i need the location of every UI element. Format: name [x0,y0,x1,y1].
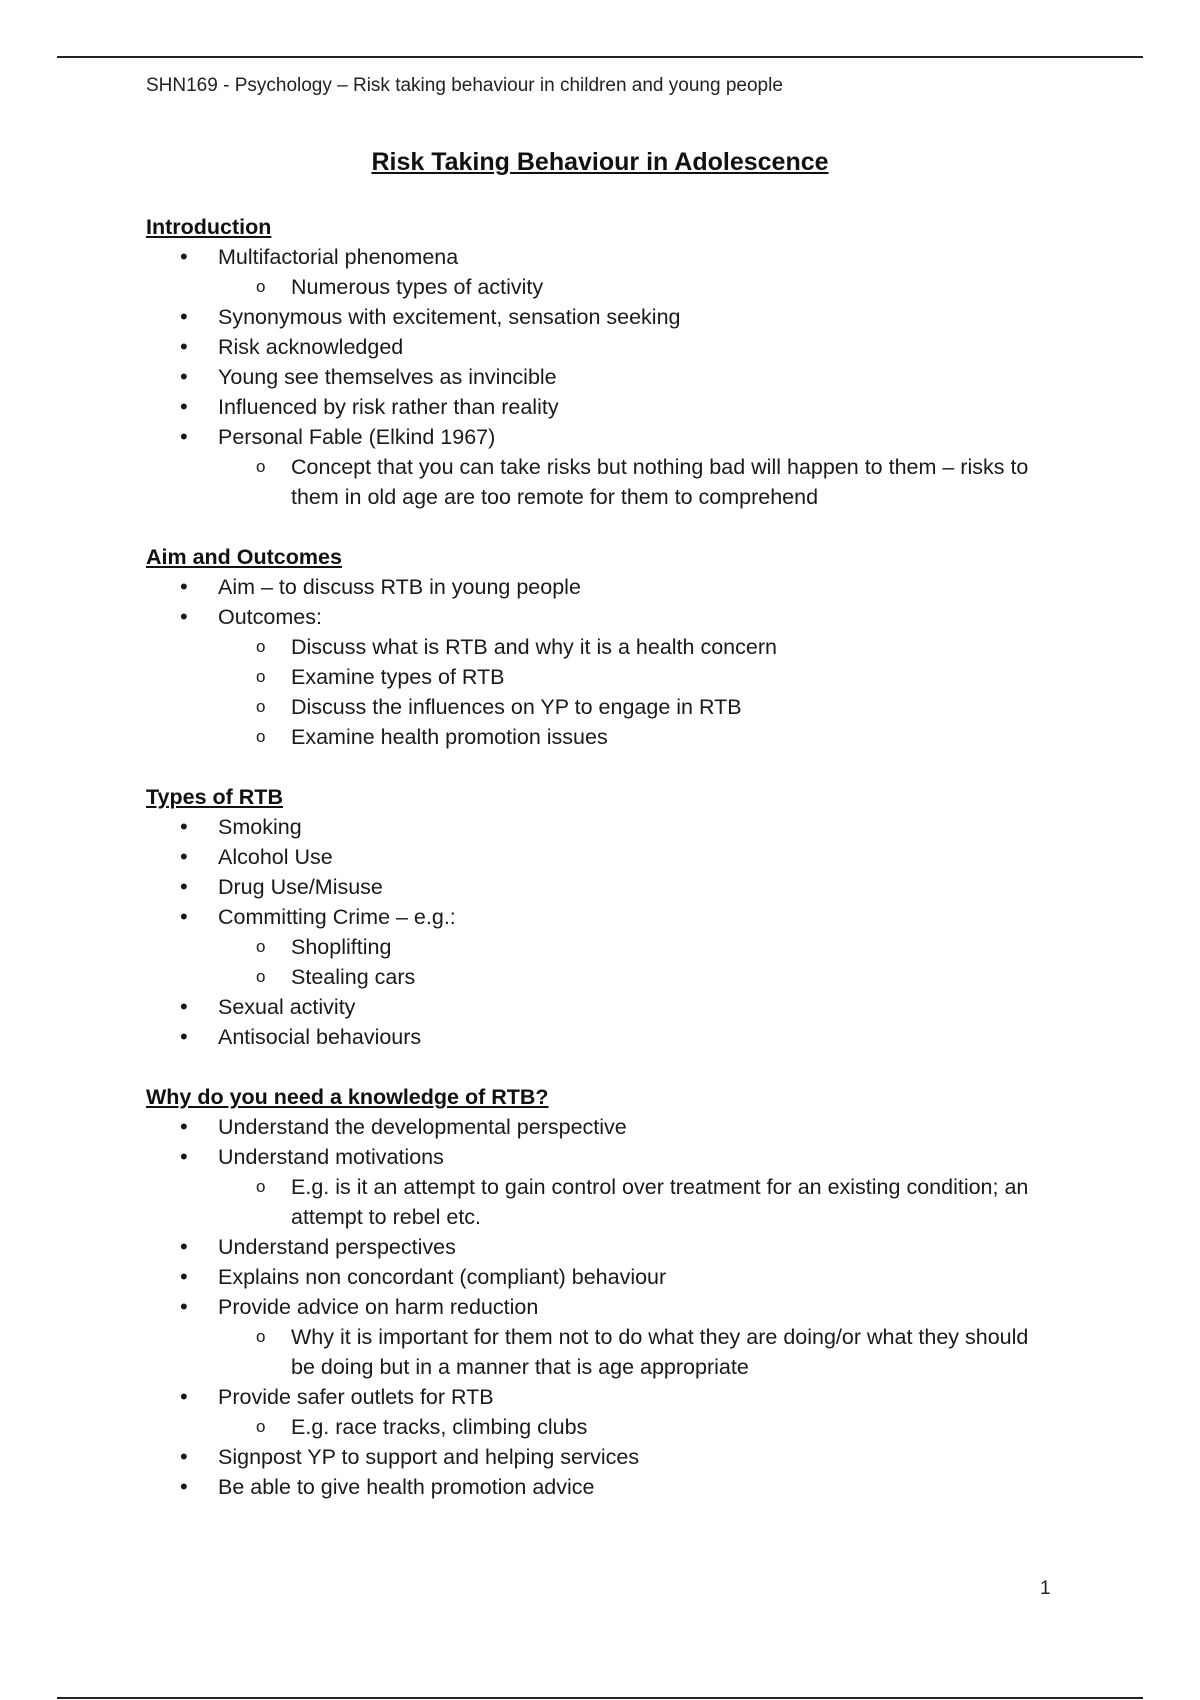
footer-rule [57,1697,1143,1699]
bullet-item [218,1442,1046,1472]
bullet-item [218,1232,1046,1262]
sub-bullet-item: o Stealing cars [291,962,1046,992]
sub-bullet-list [218,1412,1046,1442]
sub-bullet-item: o Numerous types of activity [291,272,1046,302]
sub-bullet-item: o E.g. is it an attempt to gain control over treatment for an existing condition; an attempt to rebel etc. [291,1172,1046,1232]
section [146,212,1046,512]
bullet-item [218,422,1046,512]
bullet-text: Personal Fable (Elkind 1967) [218,425,496,449]
bullet-text: Influenced by risk rather than reality [218,395,559,419]
bullet-item [218,902,1046,992]
bullet-text: Understand perspectives [218,1235,456,1259]
sub-bullet-list [218,632,1046,752]
bullet-item [218,572,1046,602]
sub-bullet-list [218,1322,1046,1382]
section [146,782,1046,1052]
sub-bullet-item: o E.g. race tracks, climbing clubs [291,1412,1046,1442]
bullet-item [218,992,1046,1022]
bullet-item [218,392,1046,422]
sub-bullet-list [218,272,1046,302]
bullet-text: Aim – to discuss RTB in young people [218,575,581,599]
sub-bullet-item: o Concept that you can take risks but nothing bad will happen to them – risks to them in old age are too remote for them to comprehend [291,452,1046,512]
bullet-item [218,872,1046,902]
bullet-text: Explains non concordant (compliant) behaviour [218,1265,667,1289]
bullet-text: Alcohol Use [218,845,333,869]
bullet-item [218,332,1046,362]
running-header: SHN169 - Psychology – Risk taking behaviour in children and young people [146,75,783,96]
bullet-text: Drug Use/Misuse [218,875,383,899]
bullet-text: Synonymous with excitement, sensation seeking [218,305,681,329]
bullet-item [218,242,1046,302]
sub-bullet-item: o Discuss what is RTB and why it is a health concern [291,632,1046,662]
section [146,542,1046,752]
bullet-item [218,602,1046,752]
header-rule [57,56,1143,58]
sub-bullet-list [218,1172,1046,1232]
bullet-item [218,1292,1046,1382]
bullet-text: Smoking [218,815,302,839]
bullet-text: Antisocial behaviours [218,1025,422,1049]
document-body [146,212,1046,1532]
bullet-item [218,842,1046,872]
bullet-list [146,572,1046,752]
bullet-item [218,1112,1046,1142]
bullet-item [218,1382,1046,1442]
bullet-text: Multifactorial phenomena [218,245,459,269]
bullet-text: Signpost YP to support and helping services [218,1445,640,1469]
bullet-list [146,1112,1046,1502]
sub-bullet-item: o Examine health promotion issues [291,722,1046,752]
bullet-text: Risk acknowledged [218,335,404,359]
sub-bullet-list [218,932,1046,992]
page-number: 1 [1040,1578,1051,1599]
bullet-item [218,1472,1046,1502]
bullet-list [146,242,1046,512]
sub-bullet-item: o Examine types of RTB [291,662,1046,692]
bullet-text: Provide safer outlets for RTB [218,1385,494,1409]
sub-bullet-item: o Shoplifting [291,932,1046,962]
sub-bullet-item: o Discuss the influences on YP to engage in RTB [291,692,1046,722]
bullet-item [218,812,1046,842]
document-title: Risk Taking Behaviour in Adolescence [371,148,829,176]
sub-bullet-list [218,452,1046,512]
section-heading: Types of RTB [146,785,283,809]
bullet-item [218,362,1046,392]
bullet-item [218,1262,1046,1292]
bullet-item [218,1022,1046,1052]
bullet-list [146,812,1046,1052]
section-heading: Aim and Outcomes [146,545,342,569]
sub-bullet-item: o Why it is important for them not to do what they are doing/or what they should be doing but in a manner that is age appropriate [291,1322,1046,1382]
bullet-text: Young see themselves as invincible [218,365,557,389]
bullet-item [218,1142,1046,1232]
bullet-text: Understand the developmental perspective [218,1115,627,1139]
bullet-text: Be able to give health promotion advice [218,1475,595,1499]
section [146,1082,1046,1502]
section-heading: Why do you need a knowledge of RTB? [146,1085,549,1109]
bullet-text: Understand motivations [218,1145,444,1169]
section-heading: Introduction [146,215,272,239]
bullet-text: Provide advice on harm reduction [218,1295,539,1319]
bullet-text: Committing Crime – e.g.: [218,905,456,929]
bullet-text: Outcomes: [218,605,322,629]
bullet-text: Sexual activity [218,995,356,1019]
bullet-item [218,302,1046,332]
